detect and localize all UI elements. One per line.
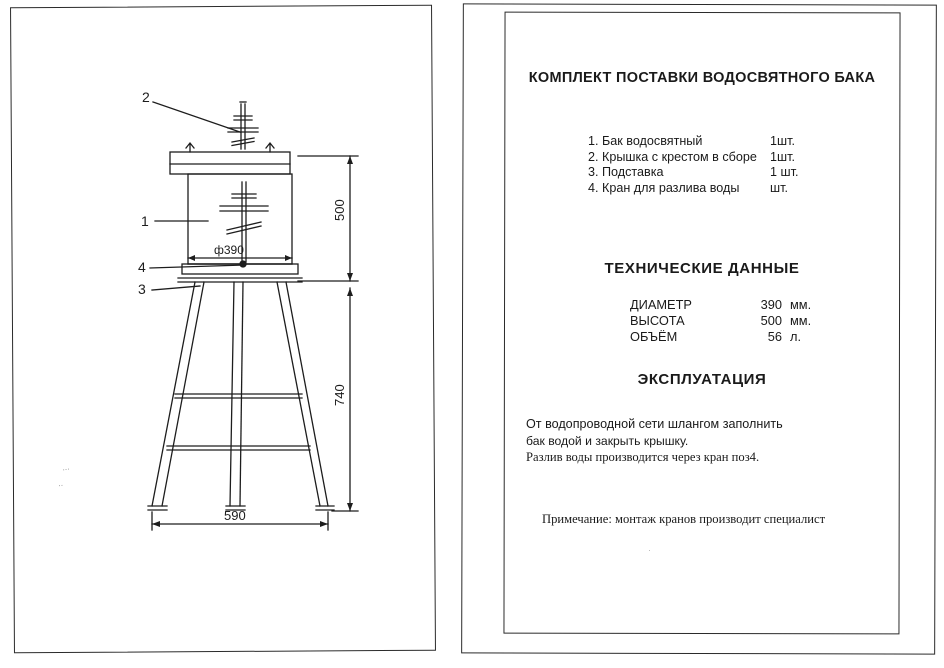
usage-instructions xyxy=(526,416,886,466)
tech-param-unit: л. xyxy=(790,329,802,344)
kit-item-qty: 1шт. xyxy=(770,134,795,148)
leader-2 xyxy=(153,102,240,132)
tech-param-unit: мм. xyxy=(790,313,812,328)
technical-data-table xyxy=(630,297,840,345)
paper-smudge: .. xyxy=(57,477,64,489)
usage-line: Разлив воды производится через кран поз4. xyxy=(526,450,760,464)
tech-param-unit: мм. xyxy=(790,297,812,312)
dim-label-stand-height: 740 xyxy=(332,384,347,406)
technical-drawing xyxy=(12,6,434,652)
leader-3 xyxy=(152,286,200,290)
dim-label-diameter: ф390 xyxy=(214,243,244,257)
kit-item-qty: шт. xyxy=(770,180,788,195)
lid-finial-right xyxy=(266,143,274,152)
lid-plate xyxy=(170,152,290,174)
kit-item-label: 3. Подставка xyxy=(588,165,664,179)
paper-smudge: ... xyxy=(61,461,71,473)
usage-line: От водопроводной сети шлангом заполнить xyxy=(526,417,783,431)
callout-1: 1 xyxy=(141,213,149,229)
callout-3: 3 xyxy=(138,281,146,297)
paper-smudge: · xyxy=(648,545,651,555)
kit-item-label: 1. Бак водосвятный xyxy=(588,134,703,148)
kit-list-item xyxy=(588,134,878,150)
top-cross xyxy=(228,102,258,149)
leader-4 xyxy=(150,265,244,268)
document-title: КОМПЛЕКТ ПОСТАВКИ ВОДОСВЯТНОГО БАКА xyxy=(528,70,876,86)
specification-sheet xyxy=(504,12,900,634)
kit-item-label: 4. Кран для разлива воды xyxy=(588,180,740,195)
tech-param-value: 390 xyxy=(760,297,782,312)
note-text: Примечание: монтаж кранов производит специалист xyxy=(542,512,826,526)
callout-4: 4 xyxy=(138,259,146,275)
kit-item-qty: 1 шт. xyxy=(770,165,799,179)
technical-data-heading: ТЕХНИЧЕСКИЕ ДАННЫЕ xyxy=(604,260,800,277)
kit-list-item xyxy=(588,165,878,181)
tech-row xyxy=(630,313,840,329)
lid-finial-left xyxy=(186,143,194,152)
usage-heading: ЭКСПЛУАТАЦИЯ xyxy=(637,371,767,388)
tap-marker xyxy=(240,261,246,267)
kit-list-item xyxy=(588,181,878,197)
drawing-svg xyxy=(12,6,434,652)
tech-param-name: ВЫСОТА xyxy=(630,313,685,328)
tech-row xyxy=(630,329,840,345)
tech-param-value: 500 xyxy=(760,313,782,328)
callout-2: 2 xyxy=(142,89,150,105)
tech-param-name: ОБЪЁМ xyxy=(630,329,678,344)
tech-param-value: 56 xyxy=(767,329,782,344)
dim-label-base-width: 590 xyxy=(224,508,246,523)
usage-line: бак водой и закрыть крышку. xyxy=(526,433,689,448)
tech-row xyxy=(630,297,840,313)
tech-param-name: ДИАМЕТР xyxy=(630,297,692,312)
kit-item-label: 2. Крышка с крестом в сборе xyxy=(588,149,757,164)
stand-tripod xyxy=(148,278,334,510)
dim-label-tank-height: 500 xyxy=(332,199,347,221)
kit-list-item xyxy=(588,150,878,166)
dim-tank-height xyxy=(298,156,358,281)
kit-item-qty: 1шт. xyxy=(770,149,795,164)
kit-list xyxy=(588,134,878,196)
